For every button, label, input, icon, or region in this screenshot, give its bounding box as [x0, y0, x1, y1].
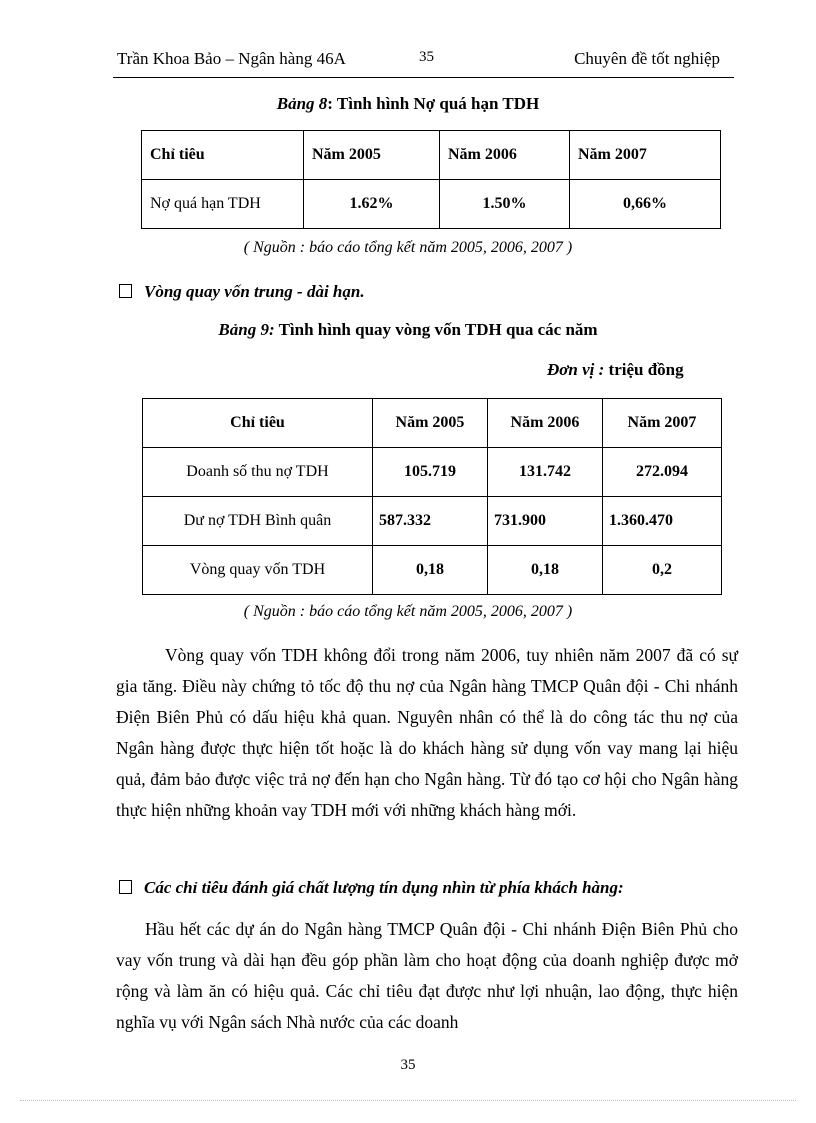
checkbox-bullet-icon — [119, 284, 132, 298]
table8-header-cell: Năm 2007 — [570, 131, 721, 180]
table9-cell: 0,2 — [603, 546, 722, 595]
table9-cell: 0,18 — [373, 546, 488, 595]
table9-unit-label: Đơn vị : — [547, 360, 605, 379]
table9-cell: 731.900 — [488, 497, 603, 546]
table9-caption-label: Bảng 9: — [218, 320, 275, 339]
table8-cell: 1.62% — [304, 180, 440, 229]
table8-cell: Nợ quá hạn TDH — [142, 180, 304, 229]
table-row — [142, 180, 721, 229]
table9-header-cell: Năm 2006 — [488, 399, 603, 448]
table9-cell: 1.360.470 — [603, 497, 722, 546]
section-heading — [119, 878, 624, 898]
table8-header-cell: Năm 2006 — [440, 131, 570, 180]
table8-cell: 1.50% — [440, 180, 570, 229]
table9-caption — [0, 320, 816, 340]
table8-caption — [0, 94, 816, 114]
header-page-number: 35 — [419, 49, 434, 65]
table9-header-cell: Chỉ tiêu — [143, 399, 373, 448]
table8-cell: 0,66% — [570, 180, 721, 229]
table9-cell: 105.719 — [373, 448, 488, 497]
table9-caption-text: Tình hình quay vòng vốn TDH qua các năm — [274, 320, 598, 339]
table9-cell: Doanh số thu nợ TDH — [143, 448, 373, 497]
table-row — [142, 131, 721, 180]
table-row — [143, 448, 722, 497]
page-header — [113, 49, 734, 78]
table9-unit-value: triệu đồng — [604, 360, 684, 379]
section2-title: Các chỉ tiêu đánh giá chất lượng tín dụng nhìn từ phía khách hàng: — [144, 878, 624, 897]
table8-caption-label: Bảng 8 — [276, 94, 328, 113]
table9-unit — [547, 360, 684, 380]
table9-cell: 272.094 — [603, 448, 722, 497]
checkbox-bullet-icon — [119, 880, 132, 894]
header-title: Chuyên đề tốt nghiệp — [574, 49, 720, 68]
table9-cell: 131.742 — [488, 448, 603, 497]
table9-cell: Vòng quay vốn TDH — [143, 546, 373, 595]
page-footer-number: 35 — [400, 1057, 416, 1073]
header-author: Trần Khoa Bảo – Ngân hàng 46A — [117, 49, 346, 68]
page-bottom-divider — [20, 1100, 796, 1101]
table9-cell: Dư nợ TDH Bình quân — [143, 497, 373, 546]
table9-cell: 587.332 — [373, 497, 488, 546]
table9 — [142, 398, 722, 595]
table9-header-cell: Năm 2007 — [603, 399, 722, 448]
body-paragraph: Vòng quay vốn TDH không đổi trong năm 2006, tuy nhiên năm 2007 đã có sự gia tăng. Điều này chứng tỏ tốc độ thu nợ của Ngân hàng TMCP Quân đội - Chi nhánh Điện Biên Phủ có dấu hiệu khả quan. Nguyên nhân có thể là do công tác thu nợ của Ngân hàng được thực hiện tốt hoặc là do khách hàng sử dụng vốn vay mang lại hiệu quả, đảm bảo được việc trả nợ đến hạn cho Ngân hàng. Từ đó tạo cơ hội cho Ngân hàng thực hiện những khoản vay TDH mới với những khách hàng mới. — [116, 645, 738, 820]
table8-header-cell: Năm 2005 — [304, 131, 440, 180]
table8-header-cell: Chỉ tiêu — [142, 131, 304, 180]
table8-source: ( Nguồn : báo cáo tổng kết năm 2005, 2006, 2007 ) — [243, 239, 573, 256]
body-paragraph: Hầu hết các dự án do Ngân hàng TMCP Quân đội - Chi nhánh Điện Biên Phủ cho vay vốn trung và dài hạn đều góp phần làm cho hoạt động của doanh nghiệp được mở rộng và làm ăn có hiệu quả. Các chỉ tiêu đạt được như lợi nhuận, lao động, thực hiện nghĩa vụ với Ngân sách Nhà nước của các doanh — [116, 919, 738, 1032]
table9-source: ( Nguồn : báo cáo tổng kết năm 2005, 2006, 2007 ) — [243, 603, 573, 620]
table-row — [143, 399, 722, 448]
section1-title: Vòng quay vốn trung - dài hạn. — [144, 282, 365, 301]
table8-caption-text: : Tình hình Nợ quá hạn TDH — [327, 94, 540, 113]
table9-header-cell: Năm 2005 — [373, 399, 488, 448]
table-row — [143, 546, 722, 595]
table9-cell: 0,18 — [488, 546, 603, 595]
section-heading — [119, 282, 365, 302]
table8 — [141, 130, 721, 229]
table-row — [143, 497, 722, 546]
